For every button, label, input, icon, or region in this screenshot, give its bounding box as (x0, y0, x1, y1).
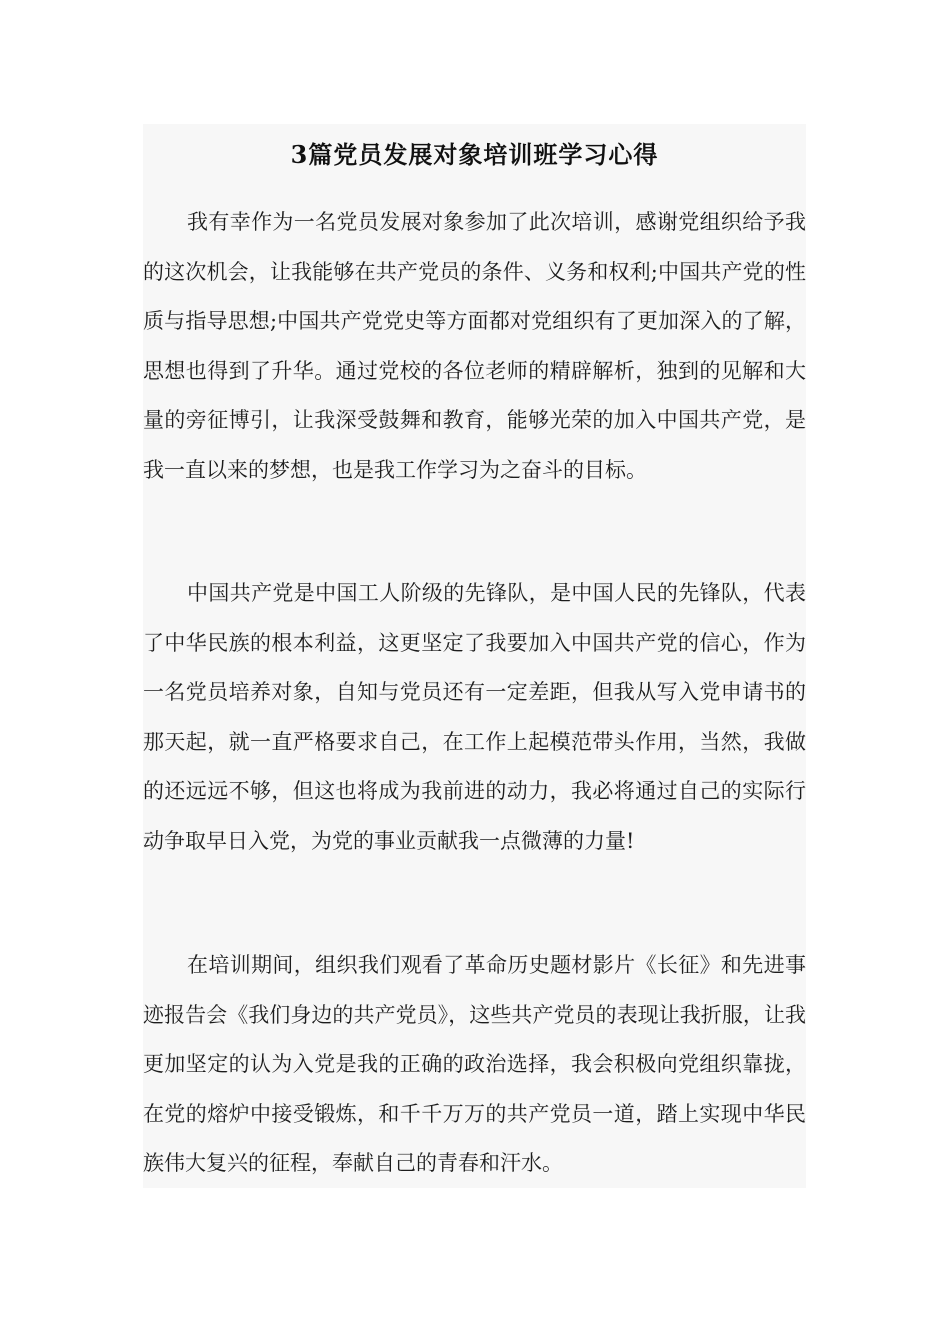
paragraph-1: 我有幸作为一名党员发展对象参加了此次培训，感谢党组织给予我的这次机会，让我能够在共产党员的条件、义务和权利;中国共产党的性质与指导思想;中国共产党党史等方面都对党组织有了更加深入的了解，思想也得到了升华。通过党校的各位老师的精辟解析，独到的见解和大量的旁征博引，让我深受鼓舞和教育，能够光荣的加入中国共产党，是我一直以来的梦想，也是我工作学习为之奋斗的目标。 (143, 210, 806, 482)
document-page (143, 124, 806, 1188)
document-title: 3篇党员发展对象培训班学习心得 (290, 140, 659, 169)
paragraph-3: 在培训期间，组织我们观看了革命历史题材影片《长征》和先进事迹报告会《我们身边的共产党员》，这些共产党员的表现让我折服，让我更加坚定的认为入党是我的正确的政治选择，我会积极向党组织靠拢，在党的熔炉中接受锻炼，和千千万万的共产党员一道，踏上实现中华民族伟大复兴的征程，奉献自己的青春和汗水。 (143, 953, 806, 1175)
paragraph-2: 中国共产党是中国工人阶级的先锋队，是中国人民的先锋队，代表了中华民族的根本利益，这更坚定了我要加入中国共产党的信心，作为一名党员培养对象，自知与党员还有一定差距，但我从写入党申请书的那天起，就一直严格要求自己，在工作上起模范带头作用，当然，我做的还远远不够，但这也将成为我前进的动力，我必将通过自己的实际行动争取早日入党，为党的事业贡献我一点微薄的力量! (143, 581, 806, 853)
